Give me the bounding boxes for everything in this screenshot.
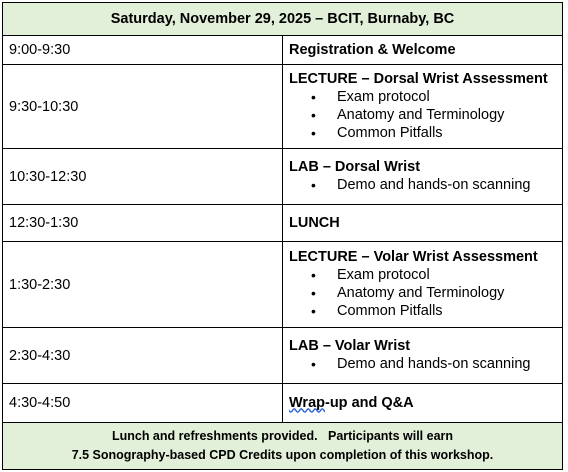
list-item: • Exam protocol: [311, 88, 556, 106]
footer-line-2: 7.5 Sonography-based CPD Credits upon completion of this workshop.: [71, 448, 494, 462]
list-item: • Anatomy and Terminology: [311, 106, 556, 124]
table-row: [3, 65, 563, 149]
list-item: • Demo and hands-on scanning: [311, 176, 556, 194]
activity-title: LAB – Dorsal Wrist: [289, 159, 421, 175]
workshop-schedule-table: [2, 2, 563, 470]
time-cell: 1:30-2:30: [3, 242, 283, 328]
spellcheck-underlined-word: Wrap: [289, 394, 325, 411]
activity-title-rest: -up and Q&A: [325, 394, 414, 411]
table-row: [3, 36, 563, 65]
bullet-list: [289, 176, 556, 194]
bullet-list: [289, 88, 556, 142]
activity-cell: [283, 36, 563, 65]
activity-cell: [283, 328, 563, 384]
activity-cell: [283, 384, 563, 423]
time-cell: 9:00-9:30: [3, 36, 283, 65]
table-row: [3, 205, 563, 242]
activity-title: Registration & Welcome: [289, 41, 456, 58]
bullet-list: [289, 266, 556, 320]
table-row: [3, 149, 563, 205]
schedule-footer: [3, 423, 563, 470]
activity-cell: [283, 149, 563, 205]
footer-line-1: Lunch and refreshments provided. Participants will earn: [111, 429, 454, 443]
bullet-list: [289, 355, 556, 373]
time-cell: 9:30-10:30: [3, 65, 283, 149]
activity-cell: [283, 242, 563, 328]
list-item: • Common Pitfalls: [311, 302, 556, 320]
table-row: [3, 328, 563, 384]
schedule-header: Saturday, November 29, 2025 – BCIT, Burnaby, BC: [3, 3, 563, 36]
list-item: • Anatomy and Terminology: [311, 284, 556, 302]
time-cell: 12:30-1:30: [3, 205, 283, 242]
table-row: [3, 384, 563, 423]
time-cell: 10:30-12:30: [3, 149, 283, 205]
activity-title: LUNCH: [289, 214, 340, 231]
activity-title: [289, 395, 556, 412]
activity-cell: [283, 205, 563, 242]
activity-title: LECTURE – Volar Wrist Assessment: [289, 249, 538, 265]
list-item: • Exam protocol: [311, 266, 556, 284]
time-cell: 4:30-4:50: [3, 384, 283, 423]
list-item: • Common Pitfalls: [311, 124, 556, 142]
time-cell: 2:30-4:30: [3, 328, 283, 384]
table-row: [3, 242, 563, 328]
activity-title: LECTURE – Dorsal Wrist Assessment: [289, 71, 548, 87]
list-item: • Demo and hands-on scanning: [311, 355, 556, 373]
activity-cell: [283, 65, 563, 149]
activity-title: LAB – Volar Wrist: [289, 338, 411, 354]
